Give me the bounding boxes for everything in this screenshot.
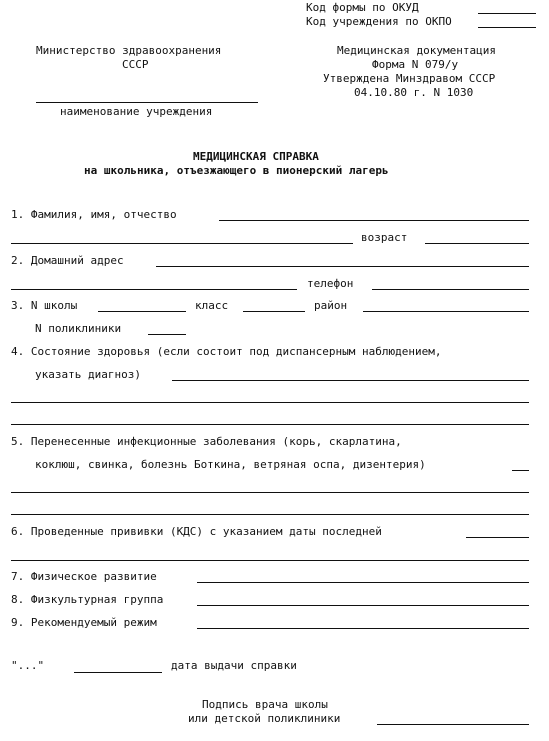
clinic-label: N поликлиники: [35, 322, 122, 335]
signature-blank[interactable]: [377, 724, 529, 725]
field-5-label-2: коклюш, свинка, болезнь Боткина, ветряная оспа, дизентерия): [35, 458, 426, 471]
full-name-blank[interactable]: [219, 220, 529, 221]
school-number-blank[interactable]: [98, 311, 186, 312]
address-blank-2[interactable]: [11, 289, 297, 290]
infections-blank-3[interactable]: [11, 514, 529, 515]
class-blank[interactable]: [243, 311, 305, 312]
field-8-label: 8. Физкультурная группа: [11, 593, 164, 606]
institution-name-blank[interactable]: [36, 102, 258, 103]
document-subtitle: на школьника, отъезжающего в пионерский лагерь: [84, 164, 389, 177]
regime-blank[interactable]: [197, 628, 529, 629]
diagnosis-blank[interactable]: [172, 380, 529, 381]
doc-line3: Утверждена Минздравом СССР: [323, 72, 496, 85]
physical-development-blank[interactable]: [197, 582, 529, 583]
vaccination-blank[interactable]: [466, 537, 529, 538]
phone-label: телефон: [307, 277, 354, 290]
ministry-line1: Министерство здравоохранения: [36, 44, 222, 57]
field-5-label: 5. Перенесенные инфекционные заболевания (корь, скарлатина,: [11, 435, 402, 448]
field-2-label: 2. Домашний адрес: [11, 254, 124, 267]
age-blank[interactable]: [425, 243, 529, 244]
clinic-number-blank[interactable]: [148, 334, 186, 335]
date-quote: "...": [11, 659, 45, 672]
ministry-line2: СССР: [122, 58, 149, 71]
doc-line1: Медицинская документация: [337, 44, 496, 57]
issue-date-blank[interactable]: [74, 672, 162, 673]
full-name-blank-2[interactable]: [11, 243, 353, 244]
phone-blank[interactable]: [372, 289, 529, 290]
okpo-label: Код учреждения по ОКПО: [306, 15, 452, 28]
field-1-label: 1. Фамилия, имя, отчество: [11, 208, 177, 221]
district-label: район: [314, 299, 348, 312]
infections-blank-2[interactable]: [11, 492, 529, 493]
field-4-label-2: указать диагноз): [35, 368, 141, 381]
field-4-label: 4. Состояние здоровья (если состоит под диспансерным наблюдением,: [11, 345, 442, 358]
field-6-label: 6. Проведенные прививки (КДС) с указанием даты последней: [11, 525, 382, 538]
institution-caption: наименование учреждения: [60, 105, 213, 118]
okud-blank[interactable]: [478, 13, 536, 14]
okud-label: Код формы по ОКУД: [306, 1, 419, 14]
pe-group-blank[interactable]: [197, 605, 529, 606]
field-3-label: 3. N школы: [11, 299, 78, 312]
document-title: МЕДИЦИНСКАЯ СПРАВКА: [193, 150, 319, 163]
age-label: возраст: [361, 231, 408, 244]
diagnosis-blank-2[interactable]: [11, 402, 529, 403]
address-blank[interactable]: [156, 266, 529, 267]
signature-label-1: Подпись врача школы: [202, 698, 328, 711]
signature-label-2: или детской поликлиники: [188, 712, 341, 725]
doc-line2: Форма N 079/у: [372, 58, 459, 71]
okpo-blank[interactable]: [478, 27, 536, 28]
district-blank[interactable]: [363, 311, 529, 312]
field-9-label: 9. Рекомендуемый режим: [11, 616, 157, 629]
field-7-label: 7. Физическое развитие: [11, 570, 157, 583]
vaccination-blank-2[interactable]: [11, 560, 529, 561]
issue-date-label: дата выдачи справки: [171, 659, 297, 672]
class-label: класс: [195, 299, 229, 312]
infections-blank[interactable]: [512, 470, 529, 471]
doc-line4: 04.10.80 г. N 1030: [354, 86, 474, 99]
diagnosis-blank-3[interactable]: [11, 424, 529, 425]
